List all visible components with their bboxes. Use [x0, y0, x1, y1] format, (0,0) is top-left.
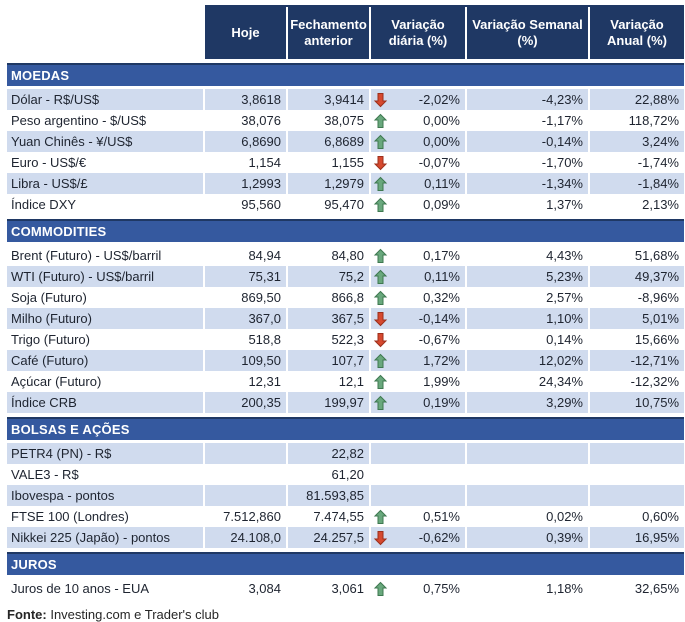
column-header-fechamento-anterior: Fechamento anterior: [288, 7, 369, 59]
cell-fechamento-value: 75,2: [338, 269, 364, 284]
table-row: [7, 245, 684, 266]
cell-hoje-value: 1,2993: [241, 176, 281, 191]
cell-variacao-semanal: [467, 287, 588, 308]
cell-fechamento-value: 1,155: [331, 155, 364, 170]
down-arrow-icon: [374, 311, 387, 326]
cell-variacao-anual: [590, 464, 684, 485]
cell-variacao-semanal: [467, 506, 588, 527]
cell-variacao-diaria: [371, 527, 465, 548]
cell-variacao-anual-value: 118,72%: [628, 113, 679, 128]
cell-variacao-anual-value: 0,60%: [642, 509, 679, 524]
down-arrow-icon: [374, 155, 387, 170]
cell-variacao-anual-value: 32,65%: [634, 581, 679, 596]
cell-variacao-diaria-value: 0,11%: [424, 176, 460, 191]
table-row: [7, 527, 684, 548]
source-text: Investing.com e Trader's club: [46, 607, 220, 622]
cell-variacao-semanal: [467, 350, 588, 371]
cell-variacao-diaria-value: 0,32%: [423, 290, 460, 305]
row-label: [7, 392, 203, 413]
cell-variacao-diaria-value: 1,99%: [423, 374, 460, 389]
cell-variacao-diaria: [371, 287, 465, 308]
cell-variacao-semanal-value: 12,02%: [538, 353, 583, 368]
cell-variacao-anual-value: 3,24%: [642, 134, 679, 149]
cell-hoje: [205, 443, 286, 464]
cell-variacao-diaria-value: 0,75%: [423, 581, 460, 596]
cell-variacao-anual-value: 16,95%: [634, 530, 679, 545]
cell-variacao-anual-value: 49,37%: [634, 269, 679, 284]
section-rows-moedas: [7, 89, 684, 215]
row-label-value: Libra - US$/£: [11, 176, 88, 191]
row-label: [7, 152, 203, 173]
cell-variacao-semanal-value: 0,39%: [546, 530, 583, 545]
cell-variacao-diaria-value: -0,62%: [418, 530, 460, 545]
cell-variacao-semanal-value: 3,29%: [546, 395, 583, 410]
cell-variacao-semanal: [467, 194, 588, 215]
up-arrow-icon: [374, 134, 387, 149]
cell-variacao-semanal: [467, 578, 588, 599]
cell-variacao-semanal: [467, 110, 588, 131]
cell-hoje: [205, 152, 286, 173]
row-label-value: Euro - US$/€: [11, 155, 87, 170]
row-label: [7, 287, 203, 308]
table-row: [7, 266, 684, 287]
cell-hoje-value: 84,94: [248, 248, 281, 263]
cell-variacao-anual-value: -1,74%: [637, 155, 679, 170]
row-label: [7, 350, 203, 371]
cell-variacao-semanal-value: 1,10%: [546, 311, 583, 326]
row-label: [7, 245, 203, 266]
up-arrow-icon: [374, 269, 387, 284]
cell-fechamento-value: 107,7: [331, 353, 364, 368]
row-label-value: Dólar - R$/US$: [11, 92, 100, 107]
up-arrow-icon: [374, 374, 387, 389]
row-label-value: Milho (Futuro): [11, 311, 92, 326]
cell-fechamento-value: 199,97: [324, 395, 364, 410]
cell-hoje: [205, 287, 286, 308]
cell-hoje: [205, 173, 286, 194]
cell-variacao-semanal-value: -1,70%: [541, 155, 583, 170]
cell-hoje-value: 518,8: [248, 332, 281, 347]
cell-hoje-value: 38,076: [241, 113, 281, 128]
cell-variacao-anual-value: 2,13%: [642, 197, 679, 212]
cell-variacao-anual: [590, 89, 684, 110]
up-arrow-icon: [374, 197, 387, 212]
row-label-value: Trigo (Futuro): [11, 332, 90, 347]
cell-hoje-value: 109,50: [241, 353, 281, 368]
cell-hoje-value: 75,31: [248, 269, 281, 284]
cell-hoje: [205, 527, 286, 548]
cell-variacao-anual-value: -12,32%: [630, 374, 679, 389]
cell-variacao-semanal-value: 2,57%: [546, 290, 583, 305]
section-header-commodities: COMMODITIES: [7, 219, 684, 242]
cell-variacao-semanal: [467, 245, 588, 266]
row-label-value: Peso argentino - $/US$: [11, 113, 147, 128]
cell-hoje-value: 1,154: [248, 155, 281, 170]
cell-variacao-anual: [590, 266, 684, 287]
table-row: [7, 392, 684, 413]
cell-hoje: [205, 485, 286, 506]
cell-fechamento: [288, 287, 369, 308]
cell-variacao-anual-value: 22,88%: [634, 92, 679, 107]
cell-fechamento-value: 22,82: [331, 446, 364, 461]
cell-variacao-semanal: [467, 266, 588, 287]
table-row: [7, 485, 684, 506]
cell-fechamento: [288, 506, 369, 527]
column-header-variacao-anual: Variação Anual (%): [590, 7, 684, 59]
cell-variacao-semanal: [467, 392, 588, 413]
cell-variacao-diaria: [371, 329, 465, 350]
cell-hoje-value: 3,8618: [241, 92, 281, 107]
cell-fechamento-value: 95,470: [324, 197, 364, 212]
table-row: [7, 350, 684, 371]
cell-hoje: [205, 350, 286, 371]
table-row: [7, 152, 684, 173]
cell-variacao-semanal-value: -1,34%: [541, 176, 583, 191]
cell-variacao-diaria: [371, 308, 465, 329]
cell-variacao-diaria-value: -0,14%: [418, 311, 460, 326]
cell-fechamento-value: 81.593,85: [306, 488, 364, 503]
section-rows-commodities: [7, 245, 684, 413]
cell-fechamento: [288, 245, 369, 266]
cell-variacao-semanal: [467, 308, 588, 329]
cell-fechamento-value: 522,3: [331, 332, 364, 347]
row-label-value: Índice DXY: [11, 197, 77, 212]
cell-variacao-diaria-value: -0,07%: [418, 155, 460, 170]
cell-variacao-anual: [590, 245, 684, 266]
section-header-bolsas-e-acoes: BOLSAS E AÇÕES: [7, 417, 684, 440]
cell-variacao-diaria: [371, 152, 465, 173]
cell-fechamento-value: 24.257,5: [313, 530, 364, 545]
cell-variacao-anual: [590, 110, 684, 131]
cell-fechamento: [288, 308, 369, 329]
cell-variacao-semanal-value: 0,02%: [546, 509, 583, 524]
cell-variacao-diaria-value: 0,51%: [423, 509, 460, 524]
cell-variacao-anual: [590, 350, 684, 371]
cell-variacao-diaria-value: 0,17%: [423, 248, 460, 263]
cell-variacao-semanal-value: -4,23%: [541, 92, 583, 107]
cell-variacao-anual-value: 5,01%: [642, 311, 679, 326]
section-rows-juros: [7, 578, 684, 599]
cell-fechamento-value: 38,075: [324, 113, 364, 128]
row-label: [7, 194, 203, 215]
cell-variacao-semanal: [467, 152, 588, 173]
cell-variacao-semanal: [467, 527, 588, 548]
cell-variacao-semanal: [467, 371, 588, 392]
up-arrow-icon: [374, 290, 387, 305]
cell-fechamento: [288, 152, 369, 173]
cell-hoje-value: 200,35: [241, 395, 281, 410]
cell-hoje-value: 24.108,0: [230, 530, 281, 545]
row-label-value: Café (Futuro): [11, 353, 89, 368]
table-row: [7, 506, 684, 527]
cell-fechamento-value: 3,9414: [324, 92, 364, 107]
cell-variacao-anual-value: 51,68%: [634, 248, 679, 263]
table-row: [7, 89, 684, 110]
up-arrow-icon: [374, 581, 387, 596]
cell-fechamento: [288, 392, 369, 413]
cell-hoje: [205, 194, 286, 215]
cell-variacao-diaria: [371, 245, 465, 266]
cell-hoje: [205, 371, 286, 392]
cell-variacao-semanal: [467, 89, 588, 110]
row-label: [7, 89, 203, 110]
cell-variacao-anual: [590, 485, 684, 506]
row-label-value: WTI (Futuro) - US$/barril: [11, 269, 155, 284]
cell-fechamento-value: 866,8: [331, 290, 364, 305]
row-label: [7, 131, 203, 152]
table-row: [7, 308, 684, 329]
cell-hoje-value: 367,0: [248, 311, 281, 326]
column-header-variacao-diaria: Variação diária (%): [371, 7, 465, 59]
row-label: [7, 308, 203, 329]
row-label: [7, 371, 203, 392]
cell-variacao-semanal: [467, 329, 588, 350]
cell-variacao-anual: [590, 194, 684, 215]
cell-variacao-semanal: [467, 173, 588, 194]
row-label-value: Nikkei 225 (Japão) - pontos: [11, 530, 170, 545]
section-header-moedas: MOEDAS: [7, 63, 684, 86]
row-label-value: VALE3 - R$: [11, 467, 79, 482]
row-label-value: Yuan Chinês - ¥/US$: [11, 134, 133, 149]
cell-fechamento-value: 12,1: [338, 374, 364, 389]
row-label-value: Soja (Futuro): [11, 290, 87, 305]
cell-variacao-diaria: [371, 578, 465, 599]
down-arrow-icon: [374, 92, 387, 107]
cell-variacao-diaria-value: 0,00%: [423, 134, 460, 149]
cell-variacao-semanal-value: 5,23%: [546, 269, 583, 284]
cell-variacao-diaria: [371, 506, 465, 527]
cell-variacao-anual: [590, 173, 684, 194]
cell-variacao-diaria-value: 1,72%: [423, 353, 460, 368]
cell-variacao-diaria: [371, 131, 465, 152]
cell-fechamento: [288, 173, 369, 194]
cell-hoje: [205, 110, 286, 131]
cell-variacao-semanal-value: 4,43%: [546, 248, 583, 263]
cell-variacao-anual: [590, 392, 684, 413]
row-label-value: Juros de 10 anos - EUA: [11, 581, 150, 596]
cell-fechamento: [288, 371, 369, 392]
row-label: [7, 464, 203, 485]
row-label-value: FTSE 100 (Londres): [11, 509, 129, 524]
cell-hoje: [205, 329, 286, 350]
cell-hoje: [205, 392, 286, 413]
cell-hoje-value: 12,31: [248, 374, 281, 389]
cell-variacao-anual: [590, 308, 684, 329]
table-row: [7, 131, 684, 152]
cell-hoje: [205, 131, 286, 152]
cell-variacao-diaria: [371, 266, 465, 287]
cell-variacao-anual: [590, 443, 684, 464]
section-rows-bolsas-e-acoes: [7, 443, 684, 548]
row-label-value: Ibovespa - pontos: [11, 488, 115, 503]
cell-variacao-diaria: [371, 464, 465, 485]
row-label: [7, 266, 203, 287]
up-arrow-icon: [374, 248, 387, 263]
cell-variacao-anual-value: 15,66%: [634, 332, 679, 347]
cell-fechamento: [288, 194, 369, 215]
table-row: [7, 329, 684, 350]
source-note: [7, 607, 685, 622]
cell-variacao-anual: [590, 329, 684, 350]
cell-variacao-diaria: [371, 89, 465, 110]
cell-variacao-anual-value: -1,84%: [637, 176, 679, 191]
cell-fechamento: [288, 329, 369, 350]
cell-hoje-value: 95,560: [241, 197, 281, 212]
table-row: [7, 443, 684, 464]
cell-variacao-semanal: [467, 443, 588, 464]
cell-variacao-semanal-value: 1,37%: [546, 197, 583, 212]
cell-hoje-value: 869,50: [241, 290, 281, 305]
cell-hoje: [205, 464, 286, 485]
cell-variacao-diaria-value: -0,67%: [418, 332, 460, 347]
row-label: [7, 329, 203, 350]
cell-variacao-diaria: [371, 110, 465, 131]
table-row: [7, 464, 684, 485]
row-label-value: PETR4 (PN) - R$: [11, 446, 112, 461]
market-summary-table: [0, 5, 685, 622]
cell-fechamento-value: 7.474,55: [313, 509, 364, 524]
cell-variacao-anual: [590, 131, 684, 152]
cell-variacao-diaria: [371, 443, 465, 464]
cell-variacao-anual-value: -8,96%: [637, 290, 679, 305]
table-row: [7, 578, 684, 599]
cell-variacao-diaria-value: 0,09%: [423, 197, 460, 212]
cell-variacao-semanal: [467, 131, 588, 152]
cell-hoje: [205, 89, 286, 110]
cell-fechamento: [288, 578, 369, 599]
cell-variacao-diaria: [371, 350, 465, 371]
cell-fechamento: [288, 110, 369, 131]
row-label-value: Açúcar (Futuro): [11, 374, 102, 389]
cell-variacao-diaria: [371, 173, 465, 194]
cell-variacao-diaria: [371, 194, 465, 215]
row-label: [7, 578, 203, 599]
cell-fechamento-value: 61,20: [331, 467, 364, 482]
cell-hoje-value: 6,8690: [241, 134, 281, 149]
column-header-band: [205, 5, 684, 59]
row-label: [7, 443, 203, 464]
up-arrow-icon: [374, 353, 387, 368]
cell-hoje: [205, 506, 286, 527]
cell-variacao-semanal-value: 24,34%: [538, 374, 583, 389]
cell-hoje: [205, 308, 286, 329]
cell-variacao-semanal: [467, 485, 588, 506]
cell-hoje-value: 7.512,860: [223, 509, 281, 524]
cell-variacao-anual: [590, 527, 684, 548]
column-header-variacao-semanal: Variação Semanal (%): [467, 7, 588, 59]
cell-variacao-diaria-value: 0,11%: [424, 269, 460, 284]
cell-variacao-semanal-value: -0,14%: [541, 134, 583, 149]
row-label: [7, 110, 203, 131]
row-label: [7, 173, 203, 194]
cell-variacao-diaria-value: -2,02%: [418, 92, 460, 107]
cell-variacao-anual: [590, 506, 684, 527]
section-header-juros: JUROS: [7, 552, 684, 575]
cell-variacao-semanal-value: 0,14%: [546, 332, 583, 347]
cell-fechamento: [288, 89, 369, 110]
cell-variacao-diaria-value: 0,19%: [423, 395, 460, 410]
cell-variacao-anual: [590, 371, 684, 392]
cell-hoje: [205, 245, 286, 266]
up-arrow-icon: [374, 509, 387, 524]
row-label-value: Índice CRB: [11, 395, 77, 410]
table-row: [7, 110, 684, 131]
cell-variacao-anual: [590, 152, 684, 173]
cell-fechamento: [288, 443, 369, 464]
row-label: [7, 506, 203, 527]
table-row: [7, 173, 684, 194]
cell-fechamento: [288, 266, 369, 287]
table-row: [7, 371, 684, 392]
cell-fechamento: [288, 350, 369, 371]
table-row: [7, 194, 684, 215]
cell-hoje: [205, 266, 286, 287]
cell-fechamento: [288, 527, 369, 548]
up-arrow-icon: [374, 395, 387, 410]
cell-fechamento-value: 84,80: [331, 248, 364, 263]
cell-fechamento-value: 367,5: [331, 311, 364, 326]
cell-fechamento: [288, 485, 369, 506]
up-arrow-icon: [374, 176, 387, 191]
cell-fechamento-value: 1,2979: [324, 176, 364, 191]
cell-variacao-diaria-value: 0,00%: [423, 113, 460, 128]
cell-variacao-anual: [590, 287, 684, 308]
row-label-value: Brent (Futuro) - US$/barril: [11, 248, 162, 263]
down-arrow-icon: [374, 530, 387, 545]
row-label: [7, 485, 203, 506]
down-arrow-icon: [374, 332, 387, 347]
cell-hoje: [205, 578, 286, 599]
cell-hoje-value: 3,084: [248, 581, 281, 596]
cell-fechamento-value: 6,8689: [324, 134, 364, 149]
cell-fechamento-value: 3,061: [331, 581, 364, 596]
cell-variacao-semanal-value: -1,17%: [541, 113, 583, 128]
row-label: [7, 527, 203, 548]
up-arrow-icon: [374, 113, 387, 128]
table-row: [7, 287, 684, 308]
cell-variacao-diaria: [371, 392, 465, 413]
table-body: [7, 63, 684, 599]
cell-fechamento: [288, 464, 369, 485]
cell-variacao-semanal-value: 1,18%: [546, 581, 583, 596]
cell-fechamento: [288, 131, 369, 152]
source-label: Fonte:: [7, 607, 47, 622]
cell-variacao-semanal: [467, 464, 588, 485]
cell-variacao-anual: [590, 578, 684, 599]
cell-variacao-anual-value: -12,71%: [630, 353, 679, 368]
cell-variacao-diaria: [371, 485, 465, 506]
cell-variacao-diaria: [371, 371, 465, 392]
column-header-hoje: Hoje: [205, 7, 286, 59]
cell-variacao-anual-value: 10,75%: [634, 395, 679, 410]
